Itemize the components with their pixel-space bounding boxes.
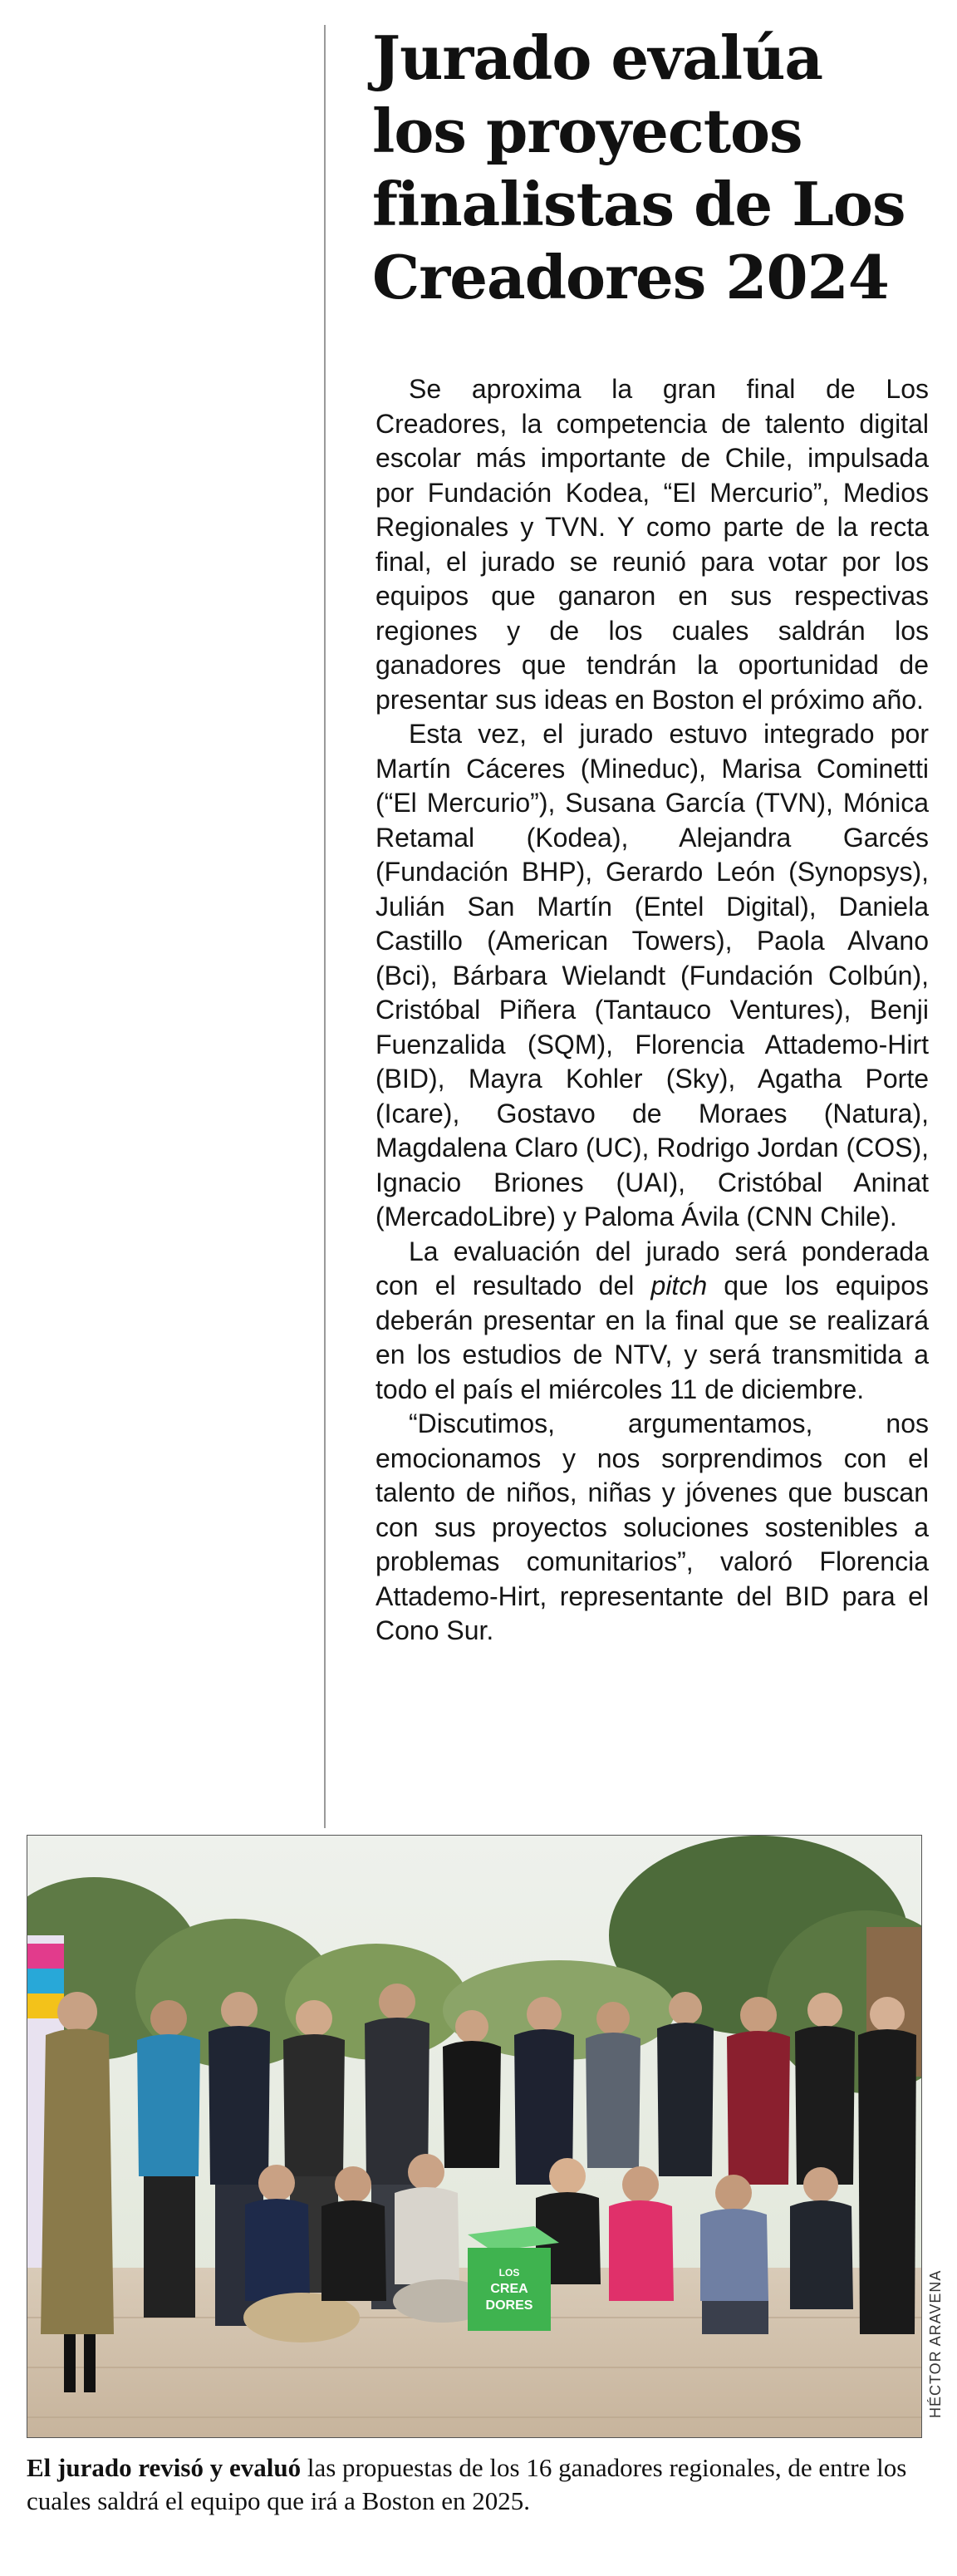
group-photo-illustration xyxy=(27,1836,921,2437)
group-photo xyxy=(27,1835,922,2438)
column-divider xyxy=(324,25,326,1828)
caption-lead: El jurado revisó y evaluó xyxy=(27,2453,302,2482)
box-logo-line-2: CREA xyxy=(490,2282,528,2296)
body-paragraph: “Discutimos, argumentamos, nos emocionamos y nos sorprendimos con el talento de niños, niñas y jóvenes que buscan con sus proyectos soluciones sostenibles a problemas comunitarios”, valoró Florencia Attademo-Hirt, representante del BID para el Cono Sur. xyxy=(375,1408,929,1645)
article-body xyxy=(375,372,929,1649)
headline-line: finalistas de Los xyxy=(372,169,905,239)
headline-line: los proyectos xyxy=(372,96,802,166)
body-paragraph: La evaluación del jurado será ponderada con el resultado del pitch que los equipos deberán presentar en la final que se realizará en los estudios de NTV, y será transmitida a todo el país el miércoles 11 de diciembre. xyxy=(375,1236,930,1404)
headline xyxy=(372,22,937,314)
los-creadores-box xyxy=(468,2226,559,2331)
emphasis-pitch: pitch xyxy=(650,1271,708,1300)
box-logo-line-3: DORES xyxy=(485,2298,533,2313)
caption-text: las propuestas de los 16 ganadores regionales, de entre los cuales saldrá el equipo que irá a Boston en 2025. xyxy=(27,2453,907,2515)
body-paragraph: Se aproxima la gran final de Los Creadores, la competencia de talento digital escolar más importante de Chile, impulsada por Fundación Kodea, “El Mercurio”, Medios Regionales y TVN. Y como parte de la recta final, el jurado se reunió para votar por los equipos que ganaron en sus respectivas regiones y de los cuales saldrán los ganadores que tendrán la oportunidad de presentar sus ideas en Boston el próximo año. xyxy=(375,374,929,715)
headline-line: Jurado evalúa xyxy=(372,22,823,93)
body-paragraph: Esta vez, el jurado estuvo integrado por Martín Cáceres (Mineduc), Marisa Cominetti (“El Mercurio”), Susana García (TVN), Mónica Retamal (Kodea), Alejandra Garcés (Fundación BHP), Gerardo León (Synopsys), Julián San Martín (Entel Digital), Daniela Castillo (American Towers), Paola Alvano (Bci), Bárbara Wielandt (Fundación Colbún), Cristóbal Piñera (Tantauco Ventures), Benji Fuenzalida (SQM), Florencia Attademo-Hirt (BID), Mayra Kohler (Sky), Agatha Porte (Icare), Gostavo de Moraes (Natura), Magdalena Claro (UC), Rodrigo Jordan (COS), Ignacio Briones (UAI), Cristóbal Aninat (MercadoLibre) y Paloma Ávila (CNN Chile). xyxy=(375,719,929,1231)
box-logo-line-1: LOS xyxy=(498,2267,520,2279)
photo-credit: HÉCTOR ARAVENA xyxy=(927,2269,944,2418)
headline-line: Creadores 2024 xyxy=(372,242,889,312)
photo-caption xyxy=(27,2451,932,2518)
